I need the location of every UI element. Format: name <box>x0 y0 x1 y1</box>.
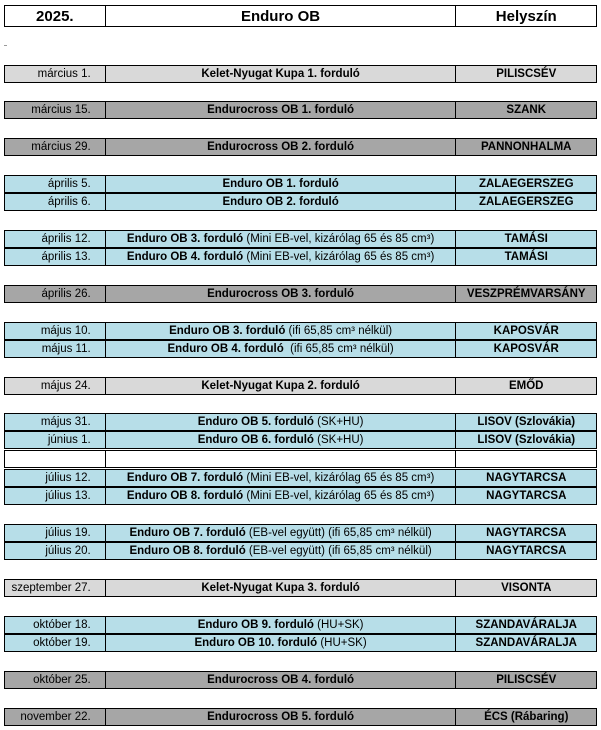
event-name: Enduro OB 7. forduló <box>126 472 244 484</box>
event-name: Endurocross OB 1. forduló <box>207 104 355 116</box>
date-cell: november 22. <box>5 709 106 725</box>
date-cell: október 18. <box>5 617 106 633</box>
location-cell: PILISCSÉV <box>496 674 557 686</box>
table-row <box>4 450 597 468</box>
table-row <box>4 487 597 505</box>
event-note: (ifi 65,85 cm³ nélkül) <box>285 325 393 337</box>
date-cell: július 20. <box>5 543 106 559</box>
event-cell <box>106 635 457 651</box>
event-name: Endurocross OB 5. forduló <box>207 711 355 723</box>
location-cell: TAMÁSI <box>504 251 548 263</box>
event-note: (Mini EB-vel, kizárólag 65 és 85 cm³) <box>243 472 435 484</box>
table-row <box>4 248 597 266</box>
date-cell: április 6. <box>5 194 106 210</box>
table-row <box>4 377 597 395</box>
table-row <box>4 65 597 83</box>
location-cell: NAGYTARCSA <box>486 527 567 539</box>
event-cell <box>106 102 457 118</box>
event-name: Enduro OB 2. forduló <box>222 196 339 208</box>
table-row <box>4 322 597 340</box>
table-row <box>4 579 597 597</box>
location-cell: EMŐD <box>508 380 544 392</box>
event-cell <box>106 488 457 504</box>
table-row <box>4 469 597 487</box>
table-row <box>4 138 597 156</box>
date-cell: május 11. <box>5 341 106 357</box>
location-cell: PANNONHALMA <box>480 141 572 153</box>
table-row <box>4 524 597 542</box>
event-cell <box>106 323 457 339</box>
date-cell: július 19. <box>5 525 106 541</box>
date-cell: szeptember 27. <box>5 580 106 596</box>
table-row <box>4 340 597 358</box>
event-cell <box>106 231 457 247</box>
date-cell <box>5 451 106 467</box>
location-cell: PILISCSÉV <box>496 68 557 80</box>
event-cell <box>106 378 457 394</box>
date-cell: március 15. <box>5 102 106 118</box>
event-cell <box>106 470 457 486</box>
event-name: Endurocross OB 2. forduló <box>207 141 355 153</box>
location-cell: LISOV (Szlovákia) <box>477 416 576 428</box>
event-name: Endurocross OB 3. forduló <box>207 288 355 300</box>
event-name: Enduro OB 7. forduló <box>129 527 246 539</box>
date-cell: március 1. <box>5 66 106 82</box>
event-cell <box>106 139 457 155</box>
table-row <box>4 230 597 248</box>
date-cell: március 29. <box>5 139 106 155</box>
stray-mark <box>4 45 7 46</box>
event-name: Endurocross OB 4. forduló <box>207 674 355 686</box>
event-cell <box>106 617 457 633</box>
table-row <box>4 175 597 193</box>
event-name: Kelet-Nyugat Kupa 3. forduló <box>201 582 360 594</box>
location-cell: KAPOSVÁR <box>493 343 559 355</box>
location-cell <box>456 451 596 467</box>
table-row <box>4 101 597 119</box>
event-note: (SK+HU) <box>313 416 364 428</box>
location-cell: NAGYTARCSA <box>486 472 567 484</box>
location-cell: SZANK <box>506 104 547 116</box>
table-row <box>4 616 597 634</box>
event-name: Enduro OB 4. forduló <box>126 251 244 263</box>
date-cell: július 13. <box>5 488 106 504</box>
event-cell <box>106 176 457 192</box>
date-cell: április 12. <box>5 231 106 247</box>
event-cell <box>106 194 457 210</box>
location-cell: NAGYTARCSA <box>486 545 567 557</box>
date-cell: május 24. <box>5 378 106 394</box>
event-name: Enduro OB 10. forduló <box>194 637 318 649</box>
event-note: (Mini EB-vel, kizárólag 65 és 85 cm³) <box>243 233 435 245</box>
table-row <box>4 193 597 211</box>
event-name: Enduro OB 1. forduló <box>222 178 339 190</box>
date-cell: július 12. <box>5 470 106 486</box>
location-cell: ZALAEGERSZEG <box>478 178 574 190</box>
header-location: Helyszín <box>495 7 557 25</box>
event-cell <box>106 341 457 357</box>
event-cell <box>106 672 457 688</box>
event-name: Enduro OB 9. forduló <box>197 619 314 631</box>
event-cell <box>106 286 457 302</box>
date-cell: április 26. <box>5 286 106 302</box>
table-row <box>4 542 597 560</box>
event-note: (Mini EB-vel, kizárólag 65 és 85 cm³) <box>243 251 435 263</box>
event-cell <box>106 432 457 448</box>
event-cell <box>106 249 457 265</box>
location-cell: KAPOSVÁR <box>493 325 559 337</box>
location-cell: LISOV (Szlovákia) <box>477 434 576 446</box>
event-name: Enduro OB 3. forduló <box>126 233 244 245</box>
event-cell <box>106 525 457 541</box>
header-year: 2025. <box>5 6 106 26</box>
location-cell: SZANDAVÁRALJA <box>475 619 577 631</box>
event-note: (HU+SK) <box>317 637 367 649</box>
event-name: Enduro OB 8. forduló <box>126 490 244 502</box>
location-cell: VISONTA <box>501 582 552 594</box>
date-cell: április 5. <box>5 176 106 192</box>
event-note: (Mini EB-vel, kizárólag 65 és 85 cm³) <box>243 490 435 502</box>
event-note: (ifi 65,85 cm³ nélkül) <box>283 343 394 355</box>
header-title: Enduro OB <box>106 6 457 26</box>
event-name: Enduro OB 4. forduló <box>167 343 284 355</box>
event-cell <box>106 451 457 467</box>
table-row <box>4 285 597 303</box>
event-note: (HU+SK) <box>313 619 364 631</box>
location-cell: VESZPRÉMVARSÁNY <box>466 288 586 300</box>
event-note: (EB-vel együtt) (ifi 65,85 cm³ nélkül) <box>245 527 432 539</box>
event-name: Enduro OB 8. forduló <box>129 545 246 557</box>
table-header <box>4 5 597 27</box>
date-cell: június 1. <box>5 432 106 448</box>
date-cell: április 13. <box>5 249 106 265</box>
location-cell: ZALAEGERSZEG <box>478 196 574 208</box>
event-cell <box>106 414 457 430</box>
table-row <box>4 708 597 726</box>
date-cell: október 25. <box>5 672 106 688</box>
location-cell: NAGYTARCSA <box>486 490 567 502</box>
event-note: (EB-vel együtt) (ifi 65,85 cm³ nélkül) <box>245 545 432 557</box>
location-cell: TAMÁSI <box>504 233 548 245</box>
event-name: Kelet-Nyugat Kupa 1. forduló <box>201 68 360 80</box>
table-row <box>4 634 597 652</box>
event-cell <box>106 709 457 725</box>
event-name: Enduro OB 3. forduló <box>169 325 286 337</box>
event-cell <box>106 580 457 596</box>
table-row <box>4 413 597 431</box>
date-cell: október 19. <box>5 635 106 651</box>
date-cell: május 10. <box>5 323 106 339</box>
table-row <box>4 671 597 689</box>
event-note: (SK+HU) <box>313 434 364 446</box>
event-name: Enduro OB 5. forduló <box>197 416 314 428</box>
event-name: Enduro OB 6. forduló <box>197 434 314 446</box>
event-cell <box>106 543 457 559</box>
event-name: Kelet-Nyugat Kupa 2. forduló <box>201 380 360 392</box>
event-cell <box>106 66 457 82</box>
location-cell: ÉCS (Rábaring) <box>484 711 569 723</box>
location-cell: SZANDAVÁRALJA <box>475 637 577 649</box>
table-row <box>4 431 597 449</box>
date-cell: május 31. <box>5 414 106 430</box>
